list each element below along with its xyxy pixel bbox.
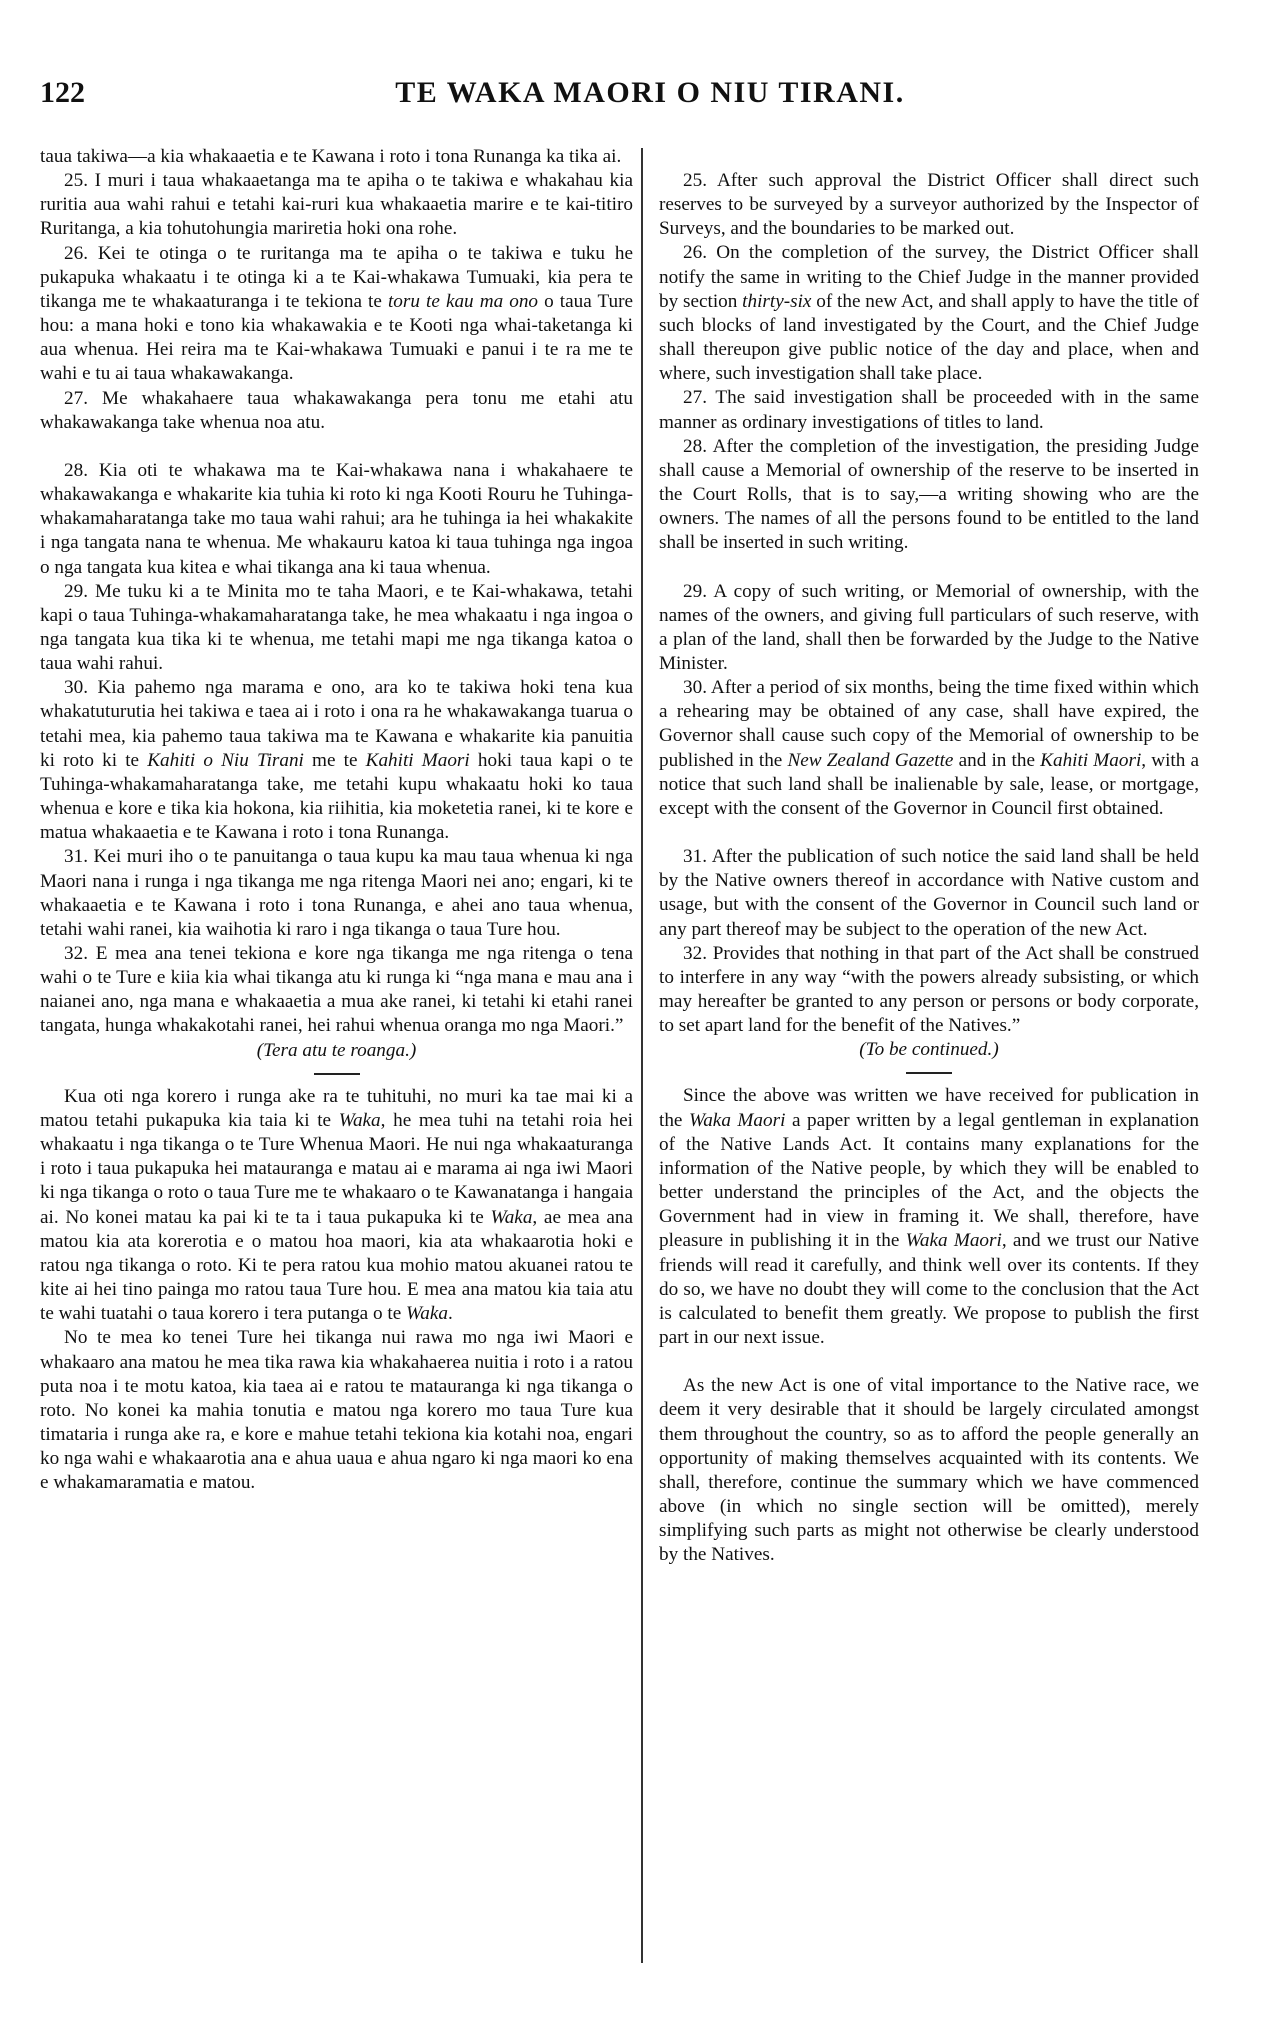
italic-text: thirty-six: [742, 290, 812, 312]
spacer: [40, 435, 633, 459]
page-header: [40, 76, 1200, 120]
text: 30. Kia pahemo nga marama e ono, ara ko te takiwa hoki tena kua whakatuturutia hei takiwa e taea ai i roto i ona ra he whakawakanga tuarua o tetahi mea, kia pahemo taua takiwa ma te Kawana e whakarite kia panuitia ki roto ki te: [40, 677, 633, 771]
text: hoki taua kapi o te Tuhinga-whakamaharatanga take, me tetahi kupu whakaatu hoki ko taua whenua e kore e tika kia hokona, kia riihitia, kia moketetia ranei, ki te kore e matua whakaaetia e te Kawana i roto i tona Runanga.: [40, 749, 634, 844]
editorial-paragraph-2-english: As the new Act is one of vital importance to the Native race, we deem it very desirable that it should be largely circulated amongst them throughout the country, so as to afford the people generally an opportunity of making themselves acquainted with its contents. We shall, therefore, continue the summary which we have commenced above (in which no single section will be omitted), merely simplifying such parts as might not otherwise be clearly understood by the Natives.: [659, 1375, 1199, 1566]
spacer: [659, 145, 1199, 169]
italic-text: Waka Maori: [905, 1230, 1002, 1252]
text: and in the: [958, 749, 1035, 771]
page-number: 122: [40, 76, 85, 109]
section-24-continuation: taua takiwa—a kia whakaaetia e te Kawana i roto i tona Runanga ka tika ai.: [40, 146, 622, 167]
section-30-english: [659, 676, 1199, 821]
section-30-maori: [40, 676, 633, 845]
italic-text: New Zealand Gazette: [787, 749, 954, 771]
section-28-english: 28. After the completion of the investigation, the presiding Judge shall cause a Memorial of ownership of the reserve to be inserted in the Court Rolls, that is to say,—a writing showing who are the owners. The names of all the persons found to be entitled to the land shall be inserted in such writing.: [659, 435, 1199, 554]
text: 30. After a period of six months, being the time fixed within which a rehearing may be obtained of any case, shall have expired, the Governor shall cause such copy of the Memorial of ownership to be published in the: [659, 677, 1199, 771]
text: Kua oti nga korero i runga ake ra te tuhituhi, no muri ka tae mai ki a matou tetahi pukapuka kia taia ki te: [40, 1085, 633, 1131]
section-28-maori: 28. Kia oti te whakawa ma te Kai-whakawa nana i whakahaere te whakawakanga e whakarite kia tuhia ki roto ki nga Kooti Rouru he Tuhinga-whakamaharatanga take mo taua wahi rahui; ara he tuhinga ia hei whakakite i nga tangata nana te whenua. Me whakauru katoa ki taua tuhinga nga ingoa o nga tangata kua kitea e whai tikanga ana ki taua whenua.: [40, 459, 633, 578]
section-25-english: 25. After such approval the District Officer shall direct such reserves to be surveyed by a surveyor authorized by the Inspector of Surveys, and the boundaries to be marked out.: [659, 170, 1199, 240]
editorial-paragraph-1-maori: [40, 1085, 633, 1327]
section-26-maori: [40, 242, 633, 387]
column-divider: [641, 148, 643, 1963]
page-title: TE WAKA MAORI O NIU TIRANI.: [395, 76, 905, 109]
italic-text: Kahiti Maori: [1040, 749, 1142, 771]
italic-text: Waka Maori: [688, 1109, 786, 1131]
section-29-maori: 29. Me tuku ki a te Minita mo te taha Maori, e te Kai-whakawa, tetahi kapi o taua Tuhinga-whakamaharatanga take, he mea whakaatu i nga ingoa o nga tangata kua tika ki te whenua, me tetahi mapi me nga tikanga katoa o taua wahi rahui.: [40, 580, 633, 675]
maori-column: [40, 145, 633, 1495]
text: 26. Kei te otinga o te ruritanga ma te apiha o te takiwa e tuku he pukapuka whakaatu i te otinga ki a te Kai-whakawa Tumuaki, kia pera te tikanga me te whakaaturanga i te tekiona te: [40, 242, 633, 312]
italic-text: toru te kau ma ono: [387, 290, 539, 312]
section-32-maori: 32. E mea ana tenei tekiona e kore nga tikanga me nga ritenga o tena wahi o te Ture e kiia kia whai tikanga atu ki runga ki “nga mana e mau ana i naianei ano, nga mana e whakaaetia a mua ake ranei, ki tetahi ki etahi ranei tangata, hunga whakakotahi ranei, hei rahui whenua oranga mo nga Maori.”: [40, 943, 633, 1037]
text: me te: [312, 749, 358, 771]
text: , and we trust our Native friends will read it carefully, and think well over its contents. If they do so, we have no doubt they will come to the conclusion that the Act is calculated to benefit them greatly. We propose to publish the first part in our next issue.: [659, 1230, 1199, 1349]
text: o taua Ture hou: a mana hoki e tono kia whakawakia e te Kooti nga whai-taketanga ki aua whenua. Hei reira ma te Kai-whakawa Tumuaki e panui i te ra me te wahi e tu ai taua whakawakanga.: [40, 290, 634, 385]
section-26-english: [659, 241, 1199, 386]
section-rule: [906, 1072, 952, 1074]
text: , he mea tuhi na tetahi roia hei whakaatu i nga tikanga o te Ture Whenua Maori. He nui nga whakaaturanga i roto i taua pukapuka hei matauranga e matau ai e marama ai nga iwi Maori ki nga tikanga o roto o taua Ture me te whakaaro o te Kawanatanga i hangaia ai. No konei matau ka pai ki te ta i taua pukapuka ki te: [40, 1109, 634, 1228]
section-27-maori: 27. Me whakahaere taua whakawakanga pera tonu me etahi atu whakawakanga take whenua noa atu.: [40, 387, 633, 433]
text: 26. On the completion of the survey, the District Officer shall notify the same in writing to the Chief Judge in the manner provided by section: [659, 242, 1199, 312]
section-25-maori: 25. I muri i taua whakaaetanga ma te apiha o te takiwa e whakahau kia ruritia aua wahi rahui e tetahi kai-ruri kua whakaaetia marire e te kai-titiro Ruritanga, a kia tohutohungia mariretia hoki ona rohe.: [40, 170, 633, 240]
english-column: [659, 145, 1199, 1567]
spacer: [659, 1350, 1199, 1374]
section-32-english: 32. Provides that nothing in that part of the Act shall be construed to interfere in any way “with the powers already subsisting, or which may hereafter be granted to any person or persons or body corporate, to set apart land for the benefit of the Natives.”: [659, 942, 1199, 1037]
text: , ae mea ana matou kia ata korerotia e o matou hoa maori, kia ata whakaarotia hoki e ratou nga tikanga o roto. Ki te pera ratou kua mohio matou akuanei ratou te kite ai hei tino painga mo ratou taua Ture hou. E mea ana matou kia taia atu te wahi tuatahi o taua korero i tera putanga o te: [40, 1206, 633, 1325]
section-27-english: 27. The said investigation shall be proceeded with in the same manner as ordinary investigations of titles to land.: [659, 387, 1199, 433]
section-31-maori: 31. Kei muri iho o te panuitanga o taua kupu ka mau taua whenua ki nga Maori nana i runga i nga tikanga me nga ritenga Maori nei ano; engari, ki te whakaaetia e te Kawana i roto i tona Runanga, e ahei ano taua whenua, tetahi wahi ranei, kia waihotia ki raro i nga tikanga o taua Ture hou.: [40, 846, 633, 940]
text: .: [447, 1303, 453, 1325]
editorial-paragraph-1-english: [659, 1084, 1199, 1350]
italic-text: Waka: [406, 1303, 448, 1325]
text: of the new Act, and shall apply to have the title of such blocks of land investigated by the Court, and the Chief Judge shall thereupon give public notice of the day and place, when and where, such investigation shall take place.: [659, 290, 1199, 385]
section-rule: [314, 1073, 360, 1075]
text: a paper written by a legal gentleman in explanation of the Native Lands Act. It contains many explanations for the information of the Native people, by which they will be enabled to better understand the principles of the Act, and the objects the Government had in view in framing it. We shall, therefore, have pleasure in publishing it in the: [659, 1109, 1199, 1252]
italic-text: Kahiti Maori: [365, 749, 470, 771]
text: Since the above was written we have received for publication in the: [659, 1085, 1199, 1131]
section-29-english: 29. A copy of such writing, or Memorial of ownership, with the names of the owners, and giving full particulars of such reserve, with a plan of the land, shall then be forwarded by the Judge to the Native Minister.: [659, 580, 1199, 674]
italic-text: Waka: [490, 1206, 533, 1228]
editorial-paragraph-2-maori: No te mea ko tenei Ture hei tikanga nui rawa mo nga iwi Maori e whakaaro ana matou he mea tika rawa kia whakahaerea nuitia i roto i a ratou puta noa i te motu katoa, kia taea ai e ratou te matauranga ki nga tikanga o roto. No konei ka mahia tonutia e matou nga korero mo taua Ture kua timataria i runga ake ra, e kore e mahue tetahi tekiona kia kotahi noa, engari ko nga wahi e whakaarotia ana e ahua uaua e ahua ngaro ki nga maori ko ena e whakamaramatia e matou.: [40, 1327, 633, 1494]
text: , with a notice that such land shall be inalienable by sale, lease, or mortgage, except with the consent of the Governor in Council first obtained.: [659, 749, 1200, 819]
italic-text: Kahiti o Niu Tirani: [147, 749, 304, 771]
spacer: [659, 821, 1199, 845]
italic-text: Waka: [338, 1109, 381, 1131]
continued-note: (Tera atu te roanga.): [256, 1039, 417, 1061]
continued-note: (To be continued.): [859, 1039, 999, 1061]
spacer: [659, 556, 1199, 580]
section-31-english: 31. After the publication of such notice the said land shall be held by the Native owners thereof in accordance with Native custom and usage, but with the consent of the Governor in Council such land or any part thereof may be subject to the operation of the new Act.: [659, 846, 1199, 940]
